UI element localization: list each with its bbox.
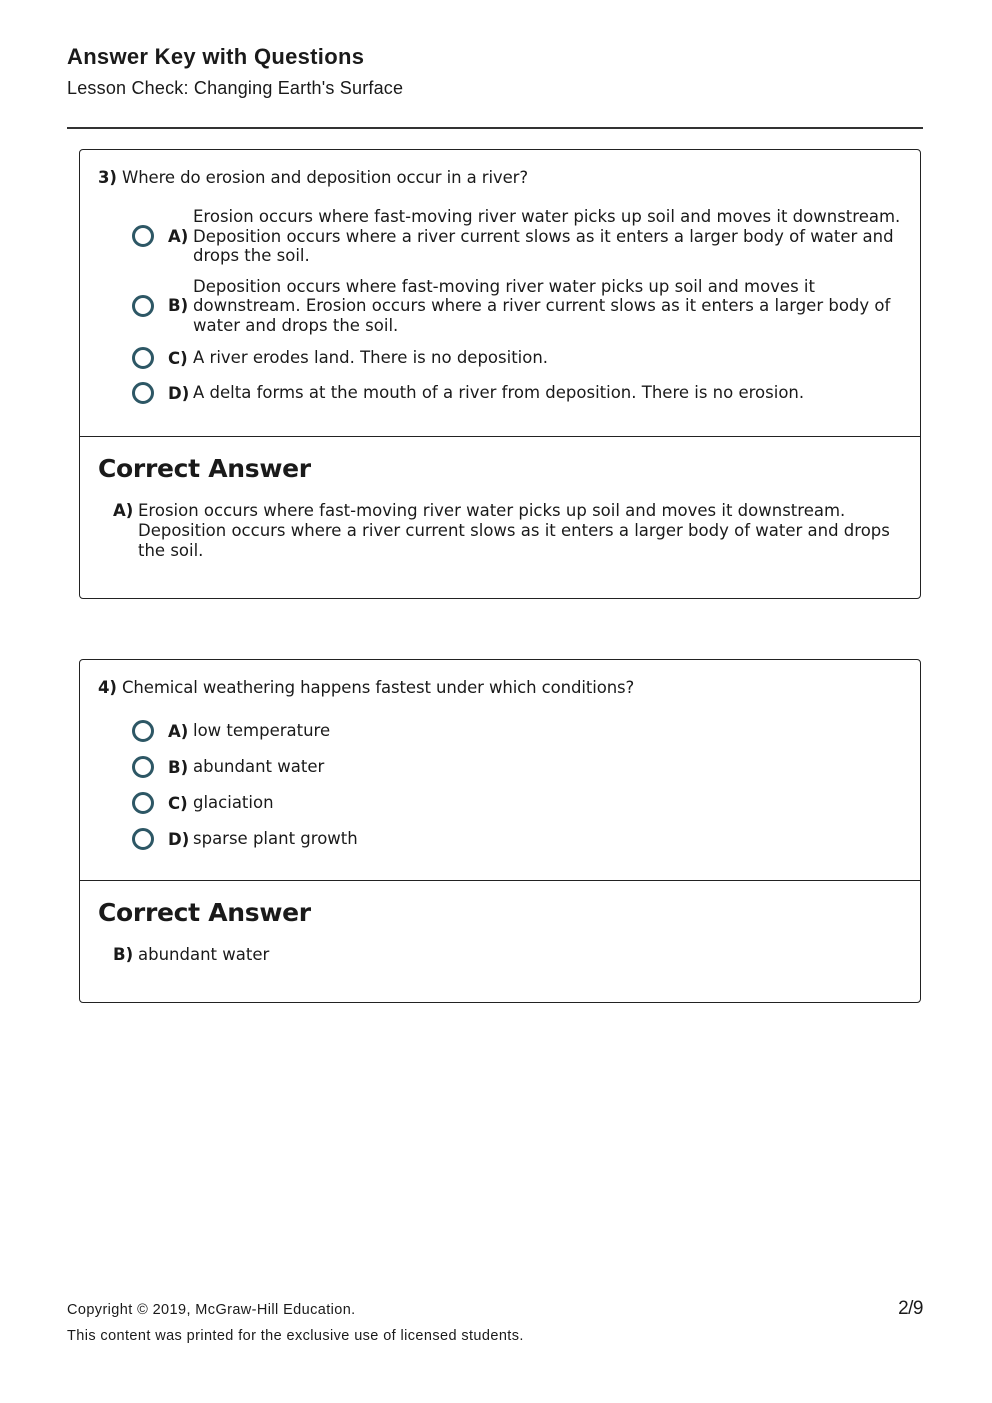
radio-button-icon[interactable]: [132, 720, 154, 742]
option-a[interactable]: [132, 207, 902, 266]
option-letter: D): [168, 829, 190, 849]
section-divider: [80, 436, 920, 437]
radio-button-icon[interactable]: [132, 295, 154, 317]
option-text: A river erodes land. There is no deposition.: [193, 348, 549, 368]
radio-button-icon[interactable]: [132, 756, 154, 778]
option-text: Erosion occurs where fast-moving river water picks up soil and moves it downstream. Deposition occurs where a river current slows as it enters a larger body of water and drops the soil.: [193, 207, 901, 265]
option-d[interactable]: [132, 827, 902, 851]
lesson-subtitle: Lesson Check: Changing Earth's Surface: [67, 78, 404, 98]
question-stem: [98, 167, 902, 189]
radio-button-icon[interactable]: [132, 347, 154, 369]
question-card-3: [79, 149, 921, 599]
question-text: Chemical weathering happens fastest under which conditions?: [121, 678, 635, 697]
answer-options: [98, 719, 902, 851]
option-d[interactable]: [132, 381, 902, 405]
option-letter: A): [168, 226, 189, 246]
header-divider: [67, 127, 923, 129]
option-letter: D): [168, 383, 190, 403]
option-text: low temperature: [193, 721, 331, 741]
option-text: Deposition occurs where fast-moving river water picks up soil and moves it downstream. Erosion occurs where a river current slows as it enters a larger body of water and drops the soil.: [193, 276, 891, 335]
option-b[interactable]: [132, 755, 902, 779]
option-text: sparse plant growth: [193, 829, 358, 849]
correct-answer: [113, 501, 902, 561]
section-divider: [80, 880, 920, 881]
question-card-4: [79, 659, 921, 1003]
page-number: 2/9: [898, 1298, 923, 1319]
option-letter: A): [168, 721, 189, 741]
radio-button-icon[interactable]: [132, 828, 154, 850]
document-title: Answer Key with Questions: [67, 44, 365, 69]
option-letter: C): [168, 348, 188, 368]
radio-button-icon[interactable]: [132, 792, 154, 814]
correct-answer-text: abundant water: [138, 945, 270, 964]
option-text: abundant water: [193, 757, 325, 777]
option-letter: B): [168, 296, 189, 316]
license-notice: This content was printed for the exclusive use of licensed students.: [67, 1328, 524, 1344]
option-c[interactable]: [132, 346, 902, 370]
option-text: A delta forms at the mouth of a river from deposition. There is no erosion.: [193, 383, 805, 403]
copyright-text: Copyright © 2019, McGraw-Hill Education.: [67, 1302, 356, 1318]
page-header: [67, 42, 923, 100]
option-letter: C): [168, 793, 188, 813]
correct-answer-heading: Correct Answer: [98, 454, 311, 483]
radio-button-icon[interactable]: [132, 225, 154, 247]
radio-button-icon[interactable]: [132, 382, 154, 404]
option-a[interactable]: [132, 719, 902, 743]
correct-answer-heading: Correct Answer: [98, 898, 311, 927]
option-text: glaciation: [193, 793, 274, 813]
correct-answer-letter: A): [113, 501, 134, 520]
question-number: 3): [98, 168, 117, 187]
question-text: Where do erosion and deposition occur in a river?: [121, 168, 528, 187]
correct-answer-section: [98, 452, 902, 561]
option-c[interactable]: [132, 791, 902, 815]
question-number: 4): [98, 678, 117, 697]
answer-options: [98, 207, 902, 405]
correct-answer-section: [98, 896, 902, 965]
correct-answer-letter: B): [113, 945, 134, 964]
option-b[interactable]: [132, 277, 902, 336]
correct-answer: [113, 945, 902, 965]
question-stem: [98, 677, 902, 699]
option-letter: B): [168, 757, 189, 777]
correct-answer-text: Erosion occurs where fast-moving river water picks up soil and moves it downstream. Deposition occurs where a river current slows as it enters a larger body of water and drops the soil.: [138, 501, 890, 560]
